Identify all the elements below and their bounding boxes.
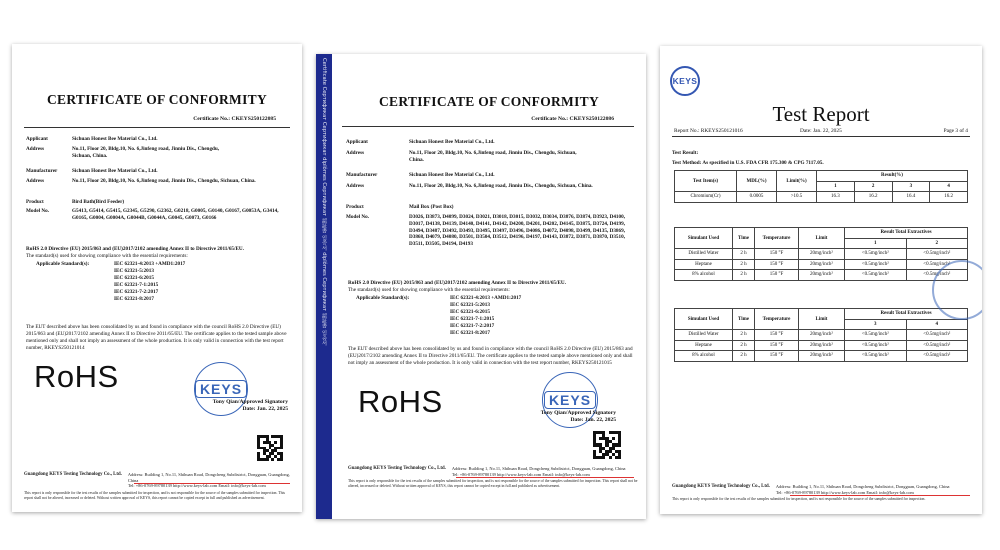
table-row (675, 259, 968, 270)
cell: 16.3 (817, 192, 855, 203)
cell: Heptane (675, 259, 733, 270)
cell: 150 °F (755, 351, 799, 362)
model-field (26, 208, 288, 222)
cell: <0.5mg/inch² (906, 330, 968, 341)
table-row (675, 192, 968, 203)
cell: 20mg/inch² (799, 259, 845, 270)
company-address: Address: Building 1, No.11, Shihuan Road, Dongcheng Subdistrict, Dongguan, Guangdong, China (775, 484, 950, 489)
cell: Distilled Water (675, 330, 733, 341)
address-value: No.11, Floor 20, Bldg.10, No. 6,Jinfeng road, Jinniu Dis., Chengdu, Sichuan, China. (409, 150, 577, 163)
signature-date: Date: Jan. 22, 2025 (570, 417, 616, 423)
th-temperature: Temperature (755, 309, 799, 330)
cell: 2 h (733, 340, 755, 351)
standard-item: IEC 62321-6:2015 (114, 275, 154, 281)
page-indicator: Page 3 of 4 (943, 128, 968, 134)
divider (672, 136, 970, 137)
certificate-number: Certificate No.: CKEYS250122085 (193, 116, 276, 122)
cell: 20mg/inch² (799, 351, 845, 362)
th-col: 2 (906, 238, 968, 249)
standard-item: IEC 62321-7-2:2017 (450, 323, 495, 329)
company-address: Address: Building 1, No.11, Shihuan Road, Dongcheng Subdistrict, Dongguan, Guangdong, China (127, 472, 290, 483)
product-value: Mail Box (Post Box) (409, 204, 454, 210)
table-row (675, 351, 968, 362)
divider (342, 126, 634, 127)
th-limit: Limit (799, 309, 845, 330)
standard-item: IEC 62321-7-2:2017 (114, 289, 159, 295)
th-col: 4 (906, 319, 968, 330)
standards-label: Applicable Standard(s): (356, 295, 410, 301)
address2-field (26, 178, 288, 185)
cell: 20mg/inch² (799, 330, 845, 341)
cell: 20mg/inch² (799, 249, 845, 260)
product-value: Bird Bath(Bird Feeder) (72, 199, 125, 205)
standard-item: IEC 62321-4:2013 +AMD1:2017 (114, 261, 186, 267)
manufacturer-field (26, 168, 288, 175)
certificate-1 (12, 44, 302, 512)
model-label: Model No. (346, 214, 370, 220)
rohs-label: RoHS (358, 384, 443, 419)
certificate-title: CERTIFICATE OF CONFORMITY (378, 94, 600, 109)
cell: 150 °F (755, 340, 799, 351)
applicant-value: Sichuan Honest Bee Material Co., Ltd. (72, 136, 158, 142)
company-contact: Tel: +86-0769-89780139 http://www.keys-lab.com Email: info@keys-lab.com (451, 471, 590, 477)
th-mdl: MDL(%) (737, 171, 777, 192)
company-contact: Tel: +86-0769-89780139 http://www.keys-lab.com Email: info@keys-lab.com (775, 489, 914, 495)
cell: 2 h (733, 270, 755, 281)
cell: <0.5mg/inch² (845, 259, 907, 270)
model-value: G5413, G5414, G5415, G2345, G5290, G2362, G0218, G0005, G0140, G0167, G0053A, G3414, G0165, G0004, G0004A, G0044B, G0044A, G0045, G0073, G0166 (72, 208, 279, 221)
signatory-block (213, 399, 288, 413)
applicant-label: Applicant (346, 139, 368, 145)
signature-date: Date: Jan. 22, 2025 (242, 406, 288, 412)
cell: Heptane (675, 340, 733, 351)
th-simulant: Simulant Used (675, 228, 733, 249)
cell: <0.5mg/inch² (845, 270, 907, 281)
divider (24, 127, 290, 128)
table-extractives-1 (674, 227, 968, 281)
address2-label: Address (26, 178, 45, 184)
cell: <0.5mg/inch² (845, 330, 907, 341)
cell: <0.5mg/inch² (906, 249, 968, 260)
certificate-title: CERTIFICATE OF CONFORMITY (46, 92, 268, 107)
standard-intro: The standard(s) used for showing compliance with the essential requirements: (26, 253, 188, 259)
test-method: Test Method: As specified in U.S. FDA CFR 175.300 & CPG 7117.05. (672, 160, 824, 166)
red-divider (790, 495, 970, 496)
th-limit: Limit (799, 228, 845, 249)
cell: 150 °F (755, 270, 799, 281)
applicant-value: Sichuan Honest Bee Material Co., Ltd. (409, 139, 495, 145)
cell: 2 h (733, 351, 755, 362)
manufacturer-label: Manufacturer (26, 168, 58, 174)
company-address: Address: Building 1, No.11, Shihuan Road, Dongcheng Subdistrict, Dongguan, Guangdong, China (451, 466, 626, 471)
standard-item: IEC 62321-4:2013 +AMD1:2017 (450, 295, 522, 301)
certificate-number: Certificate No.: CKEYS250122086 (531, 116, 614, 122)
address-value: No.11, Floor 20, Bldg.10, No. 6,Jinfeng road, Jinniu Dis., Chengdu, Sichuan, China. (72, 146, 220, 159)
cell: <0.5mg/inch² (845, 351, 907, 362)
red-divider (456, 477, 634, 478)
cell: 2 h (733, 249, 755, 260)
signatory-name: Tony Qian/Approved Signatory (540, 410, 616, 416)
cell: <0.5mg/inch² (906, 270, 968, 281)
cell: <0.5mg/inch² (845, 249, 907, 260)
cell: <0.5mg/inch² (906, 340, 968, 351)
cell: 20mg/inch² (799, 340, 845, 351)
report-number: Report No.: RKEYS250121016 (674, 128, 743, 134)
test-report (660, 46, 982, 514)
model-value: D3026, D3873, D4099, D3024, D3021, D3018, D3015, D3032, D3034, D3876, D3874, D3923, D4100, D3017, D4138, D4139, D4140, D4141, D4142, D4200, D4201, D4202, D4145, D3875, D3724, D4199, D3494, D3487, D3492, D3493, D3495, D3497, D3496, D4086, D4072, D4098, D3499, D4135, D3869, D3868, D4079, D4080, D3501, D3504, D3512, D4196, D4197, D4143, D3872, D3871, D3870, D3510, D3511, D3505, D4194, D4193 (409, 214, 625, 248)
cell: 16.2 (854, 192, 892, 203)
cell: Distilled Water (675, 249, 733, 260)
side-strip-text: Certificate Сертификат Сертификат diplômes Сертификат 認証書 인증서 diplômes Сертификат 認証書 인증서 (321, 58, 327, 346)
address2-label: Address (346, 183, 365, 189)
th-col: 2 (854, 181, 892, 192)
conformity-statement: The EUT described above has been consolidated by us and found in compliance with the council RoHS 2.0 Directive (EU) 2015/863 and (EU)2017/2102 amending Annex II to Directive 2011/65/EU. The certificate applies to the tested sample above mentioned only and shall not imply an assessment of the whole production. It is only valid in connection with the test report number, RKEYS250121015 (348, 346, 633, 366)
applicant-field (346, 139, 636, 146)
cell: 16.4 (892, 192, 930, 203)
cell: 150 °F (755, 330, 799, 341)
standard-intro: The standard(s) used for showing compliance with the essential requirements: (348, 287, 510, 293)
red-divider (134, 483, 290, 484)
cell: 8% alcohol (675, 270, 733, 281)
th-col: 1 (817, 181, 855, 192)
cell: 8% alcohol (675, 351, 733, 362)
disclaimer: This report is only responsible for the test results of the samples submitted for inspection, and is not responsible for the source of the samples submitted for inspection. (672, 497, 926, 502)
directive-text: RoHS 2.0 Directive (EU) 2015/863 and (EU)2017/2102 amending Annex II to Directive 2011/65/EU. (348, 280, 566, 286)
company-contact: Tel: +86-0769-89780139 http://www.keys-lab.com Email: info@keys-lab.com (127, 483, 266, 489)
qr-code-icon (592, 430, 622, 460)
address-field (26, 146, 288, 160)
address-field (346, 150, 636, 164)
th-result: Result(%) (817, 171, 968, 182)
address-label: Address (346, 150, 365, 156)
address2-field (346, 183, 636, 190)
report-date: Date: Jan. 22, 2025 (800, 128, 842, 134)
standard-item: IEC 62321-7-1:2015 (450, 316, 495, 322)
table-row (675, 249, 968, 260)
certificate-2 (316, 54, 646, 519)
th-result: Result Total Extractives (845, 309, 968, 320)
logo-text: KEYS (672, 76, 698, 86)
directive-text: RoHS 2.0 Directive (EU) 2015/863 and (EU)2017/2102 amending Annex II to Directive 2011/65/EU. (26, 246, 244, 252)
manufacturer-label: Manufacturer (346, 172, 378, 178)
standard-item: IEC 62321-5:2013 (114, 268, 154, 274)
cell: 150 °F (755, 249, 799, 260)
manufacturer-field (346, 172, 636, 179)
keys-logo-icon (670, 66, 700, 96)
address2-value: No.11, Floor 20, Bldg.10, No. 6,Jinfeng road, Jinniu Dis., Chengdu, Sichuan, China. (409, 183, 593, 189)
cell: 2 h (733, 259, 755, 270)
signatory-name: Tony Qian/Approved Signatory (212, 399, 288, 405)
company-name: Guangdong KEYS Testing Technology Co., Ltd. (672, 484, 770, 489)
th-time: Time (733, 228, 755, 249)
manufacturer-value: Sichuan Honest Bee Material Co., Ltd. (72, 168, 158, 174)
stamp-text: KEYS (195, 380, 247, 398)
th-time: Time (733, 309, 755, 330)
report-title: Test Report (772, 102, 870, 126)
th-col: 4 (930, 181, 968, 192)
applicant-label: Applicant (26, 136, 48, 142)
table-chromium (674, 170, 968, 203)
product-field (26, 199, 288, 206)
table-row (675, 270, 968, 281)
rohs-label: RoHS (34, 359, 119, 394)
th-col: 3 (845, 319, 907, 330)
address2-value: No.11, Floor 20, Bldg.10, No. 6,Jinfeng road, Jinniu Dis., Chengdu, Sichuan, China. (72, 178, 256, 184)
cell: <0.5mg/inch² (906, 351, 968, 362)
cell: Chromium(Cr) (675, 192, 737, 203)
disclaimer: This report is only responsible for the test results of the samples submitted for inspection, and is not responsible for the source of the samples submitted for inspection. This report shall not be altered, increased or deleted. Without written approval of KEYS, this report cannot be copied except in full and published as advertisement. (24, 490, 286, 500)
th-test-item: Test Item(s) (675, 171, 737, 192)
cell: 20mg/inch² (799, 270, 845, 281)
address-label: Address (26, 146, 45, 152)
company-name: Guangdong KEYS Testing Technology Co., Ltd. (24, 472, 122, 477)
cell: 150 °F (755, 259, 799, 270)
manufacturer-value: Sichuan Honest Bee Material Co., Ltd. (409, 172, 495, 178)
th-col: 1 (845, 238, 907, 249)
disclaimer: This report is only responsible for the test results of the samples submitted for inspection, and is not responsible for the source of the samples submitted for inspection. This report shall not be altered, increased or deleted. Without written approval of KEYS, this report cannot be copied except in full and published as advertisement. (348, 479, 638, 488)
qr-code-icon (256, 434, 284, 462)
cell: 0.0005 (737, 192, 777, 203)
table-row (675, 340, 968, 351)
product-label: Product (26, 199, 44, 205)
footer (24, 472, 294, 500)
standards-label: Applicable Standard(s): (36, 261, 90, 267)
standards-list (450, 295, 521, 337)
cell: <0.5mg/inch² (845, 340, 907, 351)
cell: 16.2 (930, 192, 968, 203)
signatory-block (541, 410, 616, 424)
company-name: Guangdong KEYS Testing Technology Co., Ltd. (348, 466, 446, 471)
standard-item: IEC 62321-8:2017 (114, 296, 154, 302)
standard-item: IEC 62321-7-1:2015 (114, 282, 159, 288)
cell: 2 h (733, 330, 755, 341)
th-limit: Limit(%) (777, 171, 817, 192)
model-label: Model No. (26, 208, 50, 214)
standards-list (114, 261, 185, 303)
th-col: 3 (892, 181, 930, 192)
cell: <0.5mg/inch² (906, 259, 968, 270)
th-temperature: Temperature (755, 228, 799, 249)
cell: >10.5 (777, 192, 817, 203)
th-simulant: Simulant Used (675, 309, 733, 330)
standard-item: IEC 62321-6:2015 (450, 309, 490, 315)
test-result-label: Test Result: (672, 150, 699, 156)
footer (672, 484, 972, 502)
standard-item: IEC 62321-8:2017 (450, 330, 490, 336)
standard-item: IEC 62321-5:2013 (450, 302, 490, 308)
conformity-statement: The EUT described above has been consolidated by us and found in compliance with the council RoHS 2.0 Directive (EU) 2015/863 and (EU)2017/2102 amending Annex II to Directive 2011/65/EU. The certificate applies to the tested sample above mentioned only and shall not imply an assessment of the whole production. It is only valid in connection with the test report number, RKEYS250121014 (26, 324, 287, 351)
product-field (346, 204, 636, 211)
th-result: Result Total Extractives (845, 228, 968, 239)
applicant-field (26, 136, 288, 143)
stamp-text: KEYS (544, 391, 596, 409)
table-row (675, 330, 968, 341)
table-extractives-2 (674, 308, 968, 362)
product-label: Product (346, 204, 364, 210)
model-field (346, 214, 641, 248)
